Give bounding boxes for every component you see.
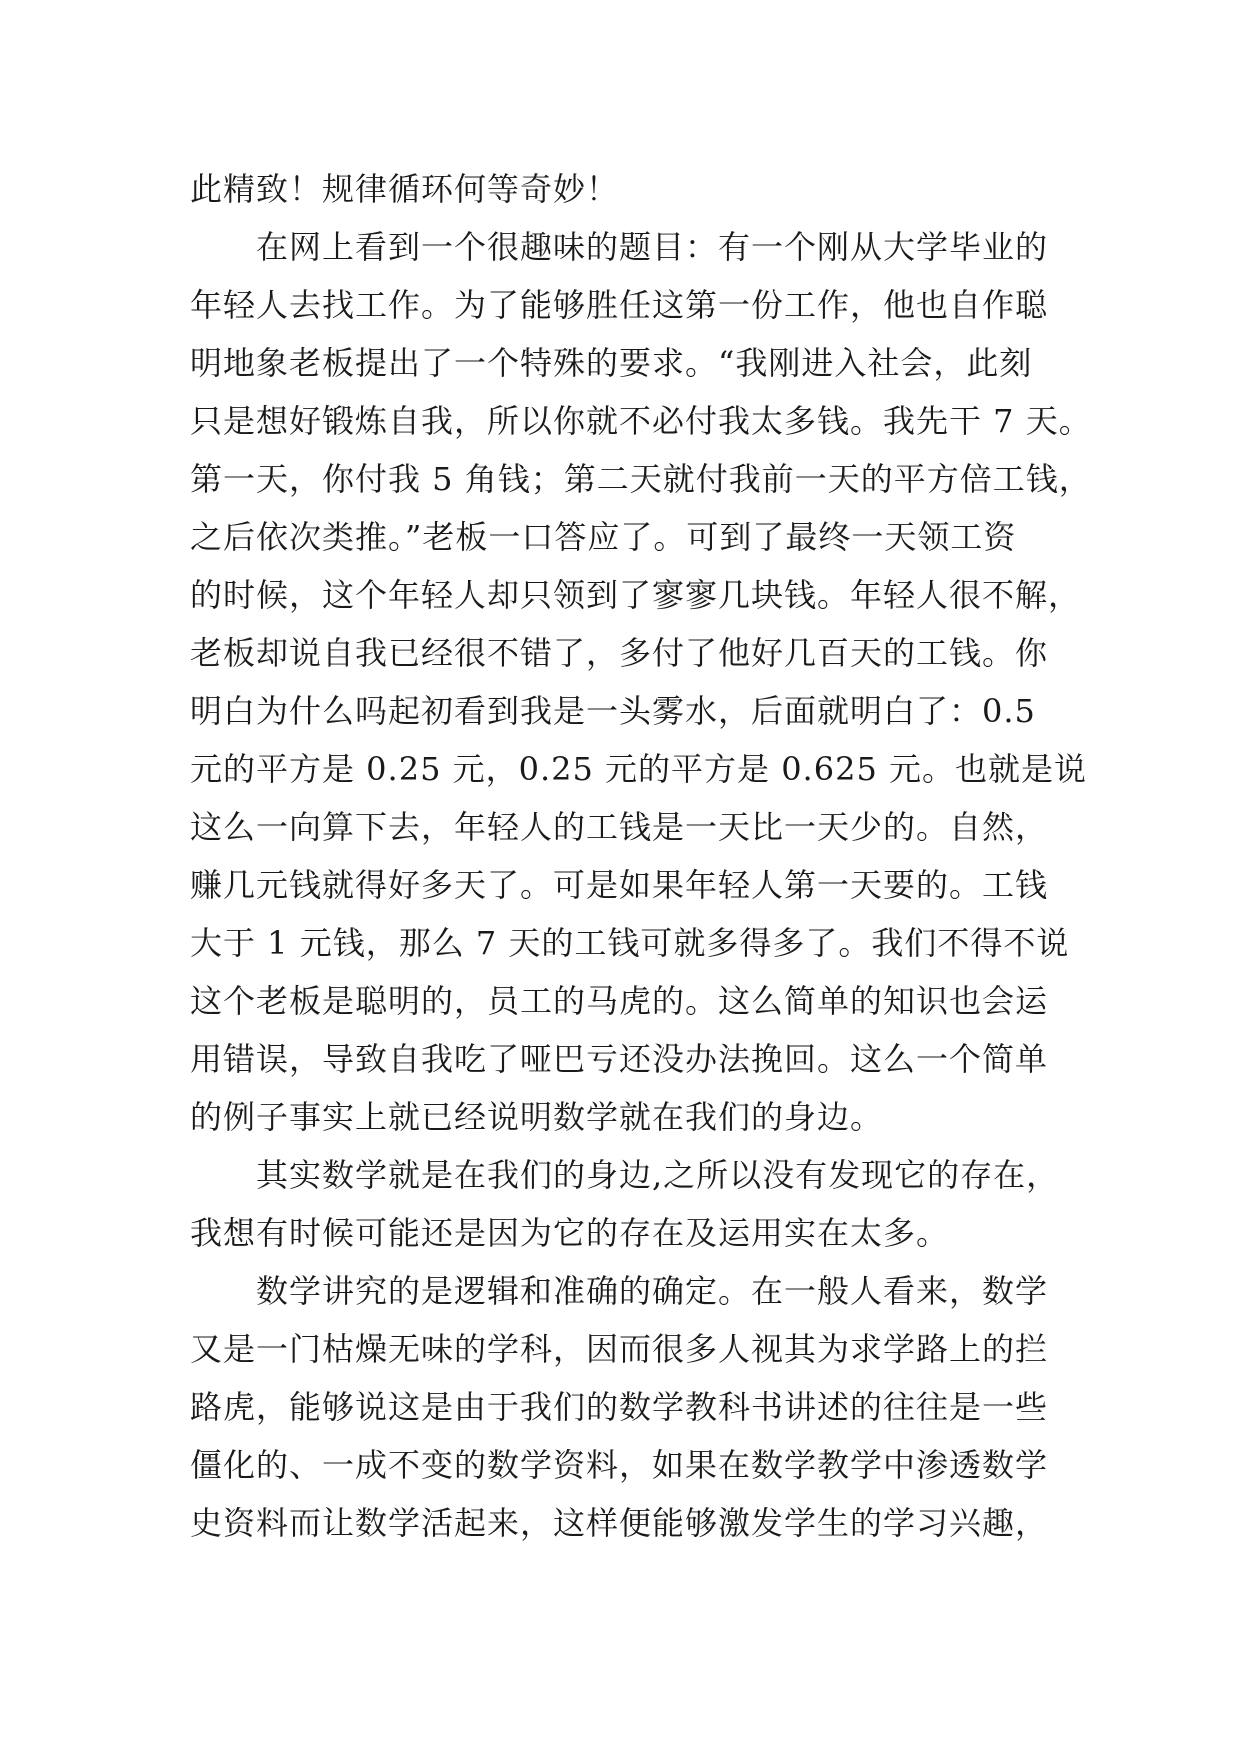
paragraph-start-line: 其实数学就是在我们的身边,之所以没有发现它的存在， (256, 1156, 1060, 1194)
text-line: 又是一门枯燥无味的学科，因而很多人视其为求学路上的拦 (190, 1330, 1049, 1368)
text-line: 老板却说自我已经很不错了，多付了他好几百天的工钱。你 (190, 634, 1049, 672)
text-line: 之后依次类推。”老板一口答应了。可到了最终一天领工资 (190, 518, 1017, 556)
paragraph-start-line: 在网上看到一个很趣味的题目：有一个刚从大学毕业的 (256, 228, 1049, 266)
text-line: 路虎，能够说这是由于我们的数学教科书讲述的往往是一些 (190, 1388, 1049, 1426)
text-line: 元的平方是 0.25 元，0.25 元的平方是 0.625 元。也就是说 (190, 750, 1087, 788)
text-line: 这个老板是聪明的，员工的马虎的。这么简单的知识也会运 (190, 982, 1049, 1020)
text-line: 的例子事实上就已经说明数学就在我们的身边。 (190, 1098, 884, 1136)
document-body (190, 160, 1092, 1552)
text-line: 大于 1 元钱，那么 7 天的工钱可就多得多了。我们不得不说 (190, 924, 1070, 962)
text-line: 的时候，这个年轻人却只领到了寥寥几块钱。年轻人很不解， (190, 576, 1082, 614)
text-line: 我想有时候可能还是因为它的存在及运用实在太多。 (190, 1214, 950, 1252)
text-line: 僵化的、一成不变的数学资料，如果在数学教学中渗透数学 (190, 1446, 1049, 1484)
text-line: 这么一向算下去，年轻人的工钱是一天比一天少的。自然， (190, 808, 1049, 846)
text-line: 史资料而让数学活起来，这样便能够激发学生的学习兴趣， (190, 1504, 1049, 1542)
text-line: 此精致！规律循环何等奇妙！ (190, 170, 620, 208)
text-line: 赚几元钱就得好多天了。可是如果年轻人第一天要的。工钱 (190, 866, 1049, 904)
paragraph-start-line: 数学讲究的是逻辑和准确的确定。在一般人看来，数学 (256, 1272, 1049, 1310)
text-line: 年轻人去找工作。为了能够胜任这第一份工作，他也自作聪 (190, 286, 1049, 324)
text-line: 明白为什么吗起初看到我是一头雾水，后面就明白了：0.5 (190, 692, 1036, 730)
text-line: 只是想好锻炼自我，所以你就不必付我太多钱。我先干 7 天。 (190, 402, 1092, 440)
text-line: 用错误，导致自我吃了哑巴亏还没办法挽回。这么一个简单 (190, 1040, 1049, 1078)
text-line: 第一天，你付我 5 角钱；第二天就付我前一天的平方倍工钱， (190, 460, 1092, 498)
text-line: 明地象老板提出了一个特殊的要求。“我刚进入社会，此刻 (190, 344, 1033, 382)
